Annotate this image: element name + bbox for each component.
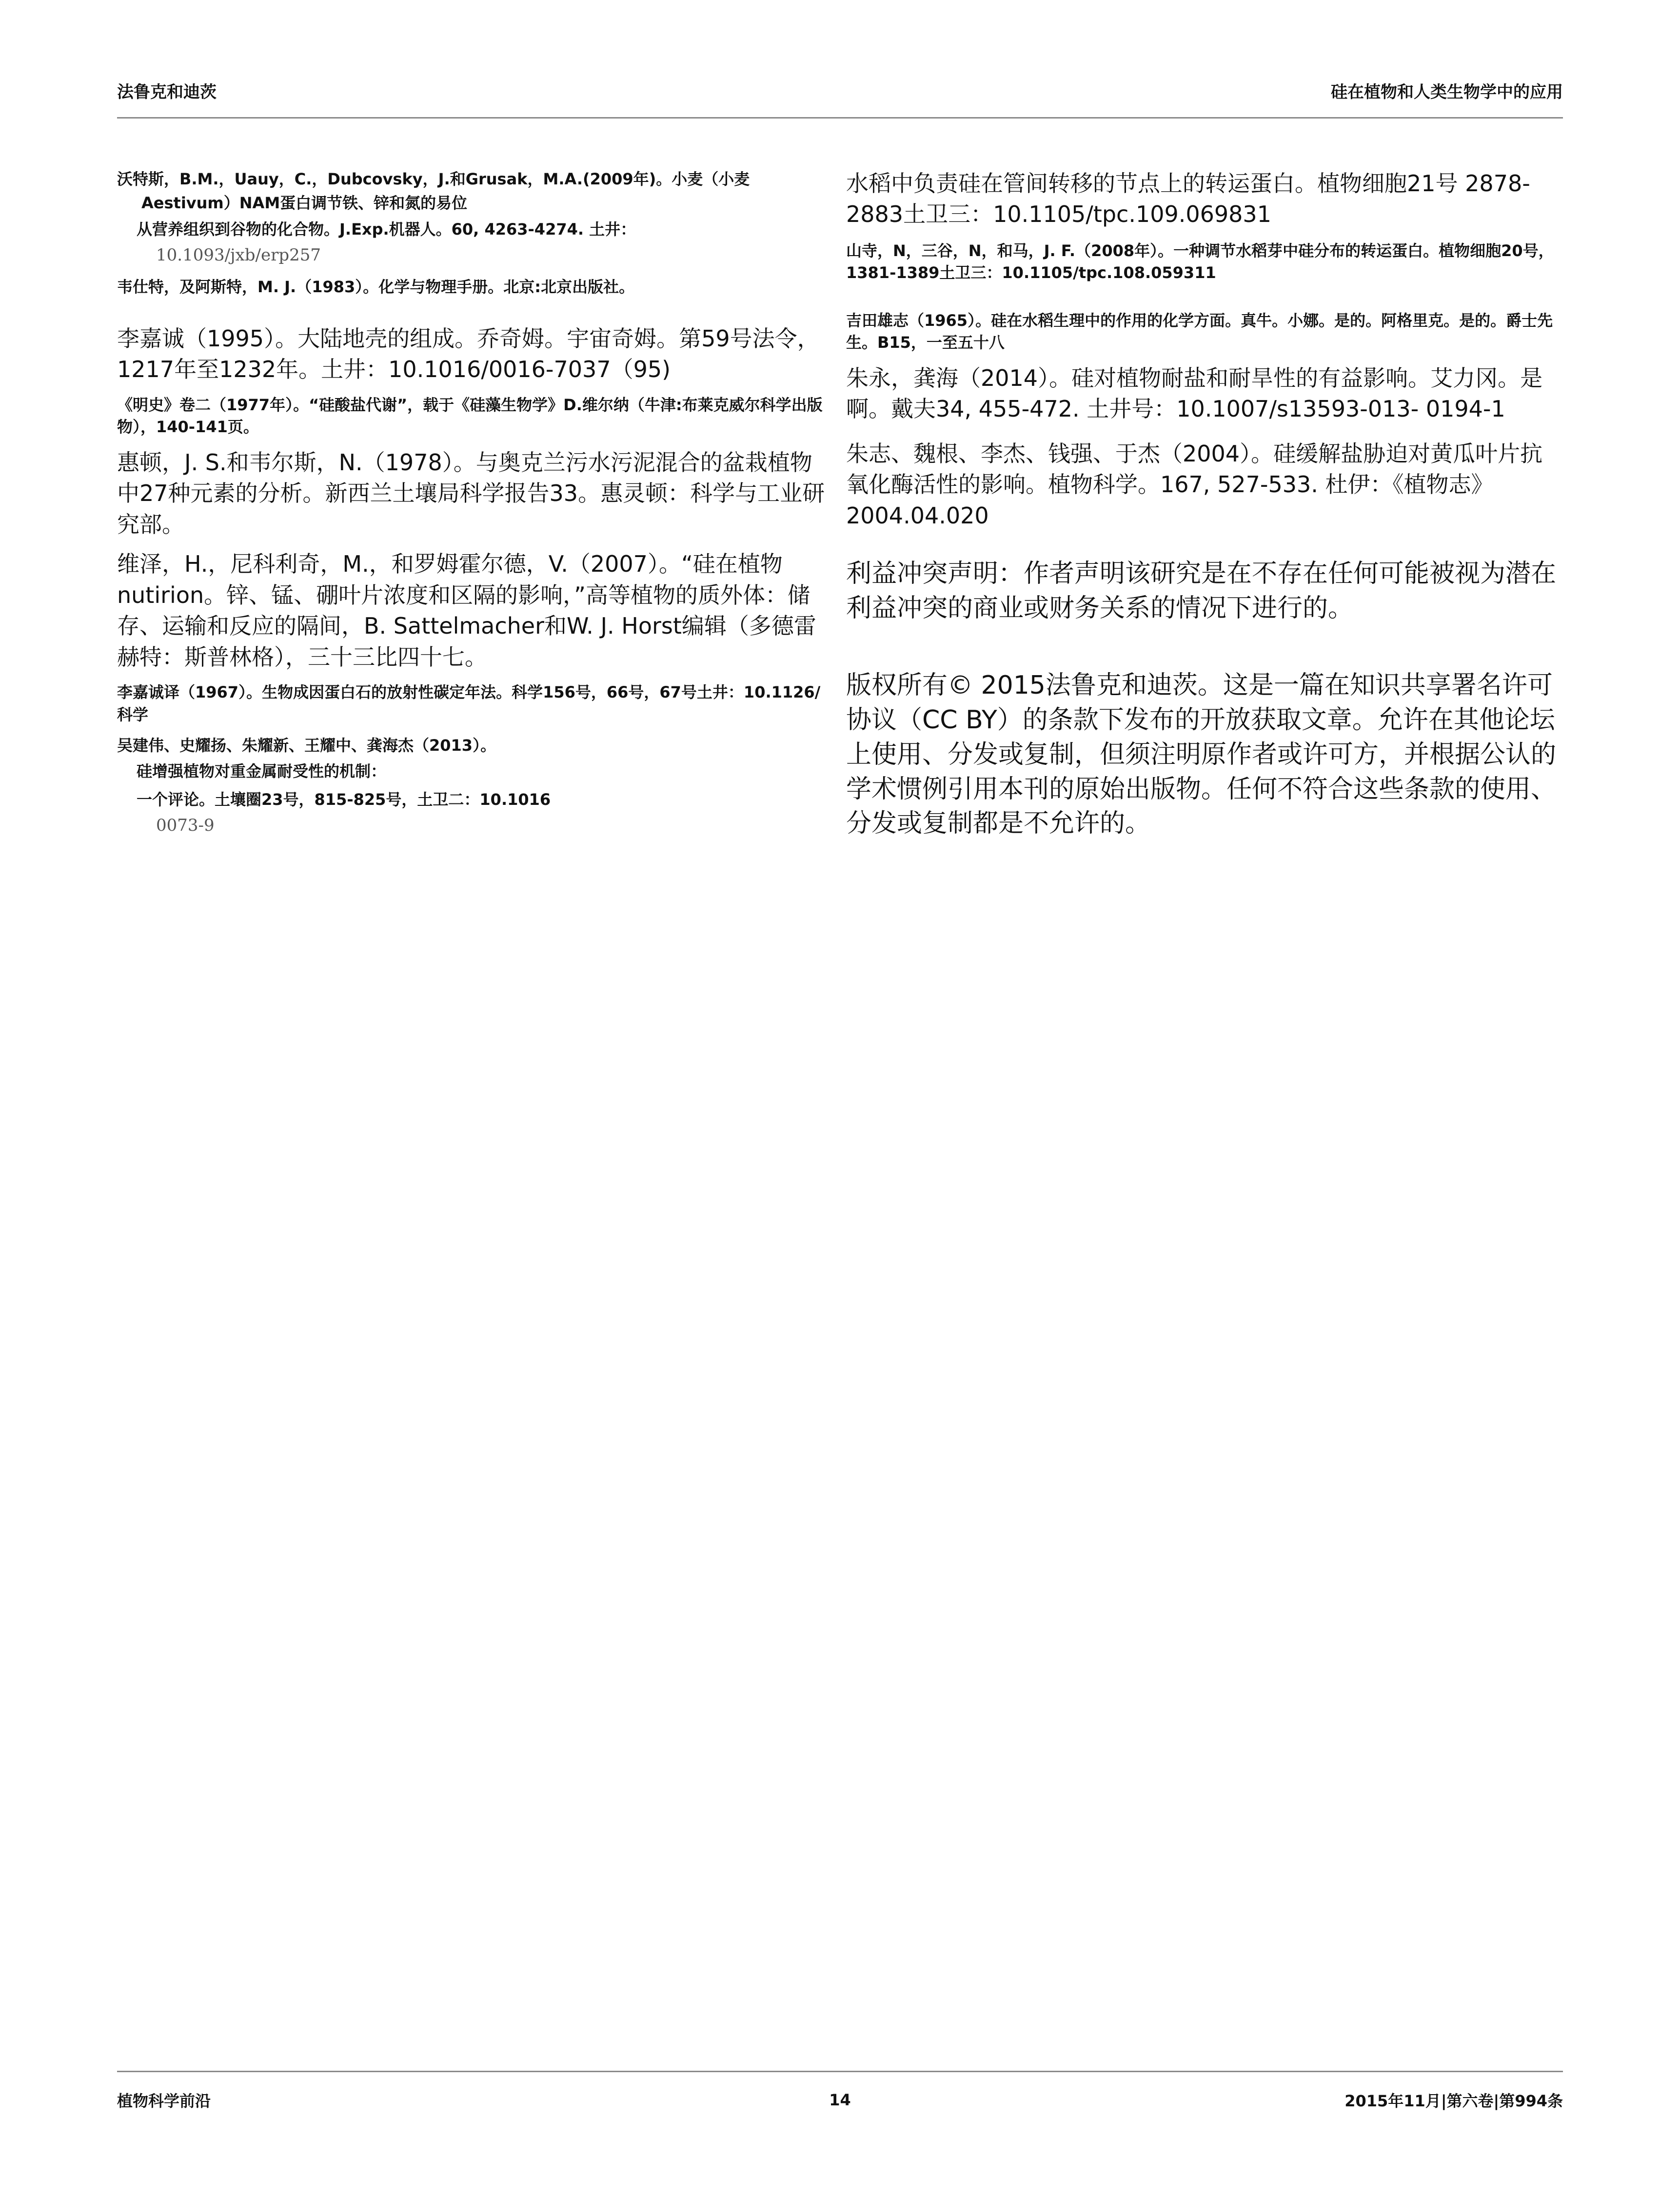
reference-waters-2009-cont2: 从营养组织到谷物的化合物。J.Exp.机器人。60, 4263-4274. 土井： — [137, 220, 636, 239]
reference-2013-cont2: 一个评论。土壤圈23号，815-825号，土卫二：10.1016 — [137, 790, 551, 809]
running-footer — [117, 2083, 1563, 2117]
footer-divider — [117, 2071, 1563, 2072]
reference-weast-1983: 韦仕特，及阿斯特，M. J.（1983）。化学与物理手册。北京:北京出版社。 — [117, 277, 635, 296]
reference-1967: 李嘉诚译（1967）。生物成因蛋白石的放射性碳定年法。科学156号，66号，67号土井：10.1126/科学 — [117, 683, 821, 724]
reference-zhu-2014: 朱永，龚海（2014）。硅对植物耐盐和耐旱性的有益影响。艾力冈。是啊。戴夫34, 455-472. 土井号：10.1007/s13593-013- 0194-1 — [846, 364, 1543, 422]
reference-1978: 惠顿，J. S.和韦尔斯，N.（1978）。与奥克兰污水污泥混合的盆栽植物中27种元素的分析。新西兰土壤局科学报告33。惠灵顿：科学与工业研究部。 — [117, 449, 825, 538]
header-divider — [117, 117, 1563, 119]
reference-zhu-2004: 朱志、魏根、李杰、钱强、于杰（2004）。硅缓解盐胁迫对黄瓜叶片抗氧化酶活性的影响。植物科学。167, 527-533. 杜伊：《植物志》2004.04.020 — [846, 440, 1543, 529]
reference-yoshida-1965: 吉田雄志（1965）。硅在水稻生理中的作用的化学方面。真牛。小娜。是的。阿格里克。是的。爵士先生。B15，一至五十八 — [846, 311, 1553, 352]
references-left-column — [117, 168, 834, 846]
reference-1995: 李嘉诚（1995）。大陆地壳的组成。乔奇姆。宇宙奇姆。第59号法令，1217年至1232年。土井：10.1016/0016-7037（95) — [117, 325, 820, 383]
reference-yamaji-2008: 山寺，N，三谷，N，和马，J. F.（2008年）。一种调节水稻芽中硅分布的转运蛋白。植物细胞20号，1381-1389土卫三：10.1105/tpc.108.059311 — [846, 241, 1554, 282]
header-article-title: 硅在植物和人类生物学中的应用 — [1331, 82, 1563, 102]
reference-2013-doi-tail: 0073-9 — [156, 816, 215, 836]
copyright-statement: 版权所有© 2015法鲁克和迪茨。这是一篇在知识共享署名许可协议（CC BY）的条款下发布的开放获取文章。允许在其他论坛上使用、分发或复制，但须注明原作者或许可方，并根据公认的学术惯例引用本刊的原始出版物。任何不符合这些条款的使用、分发或复制都是不允许的。 — [846, 671, 1557, 839]
reference-rice-node-transporter: 水稻中负责硅在管间转移的节点上的转运蛋白。植物细胞21号 2878-2883土卫三：10.1105/tpc.109.069831 — [846, 170, 1530, 228]
conflict-of-interest-statement: 利益冲突声明：作者声明该研究是在不存在任何可能被视为潜在利益冲突的商业或财务关系的情况下进行的。 — [846, 559, 1557, 623]
reference-waters-2009-doi: 10.1093/jxb/erp257 — [156, 245, 321, 265]
footer-issue-info: 2015年11月|第六卷|第994条 — [1344, 2092, 1563, 2110]
reference-waters-2009-cont1: Aestivum）NAM蛋白调节铁、锌和氮的易位 — [141, 194, 468, 213]
page-number: 14 — [829, 2091, 851, 2109]
reference-waters-2009: 沃特斯，B.M.，Uauy，C.，Dubcovsky，J.和Grusak，M.A.(2009年)。小麦（小麦 — [117, 170, 750, 188]
running-header — [117, 73, 1563, 107]
reference-2013-cont1: 硅增强植物对重金属耐受性的机制： — [137, 762, 387, 781]
reference-2013: 吴建伟、史耀扬、朱耀新、王耀中、龚海杰（2013）。 — [117, 736, 496, 755]
header-authors: 法鲁克和迪茨 — [117, 82, 217, 102]
reference-2007: 维泽，H.，尼科利奇，M.，和罗姆霍尔德，V.（2007）。“硅在植物nutirion。锌、锰、硼叶片浓度和区隔的影响，”高等植物的质外体：储存、运输和反应的隔间，B. Sattelmacher和W. J. Horst编辑（多德雷赫特：斯普林格），三十三比四十七。 — [117, 551, 816, 670]
references-right-column — [846, 168, 1563, 850]
reference-1977: 《明史》卷二（1977年）。“硅酸盐代谢”，载于《硅藻生物学》D.维尔纳（牛津:布莱克威尔科学出版物），140-141页。 — [117, 395, 823, 437]
footer-journal-name: 植物科学前沿 — [117, 2092, 211, 2110]
